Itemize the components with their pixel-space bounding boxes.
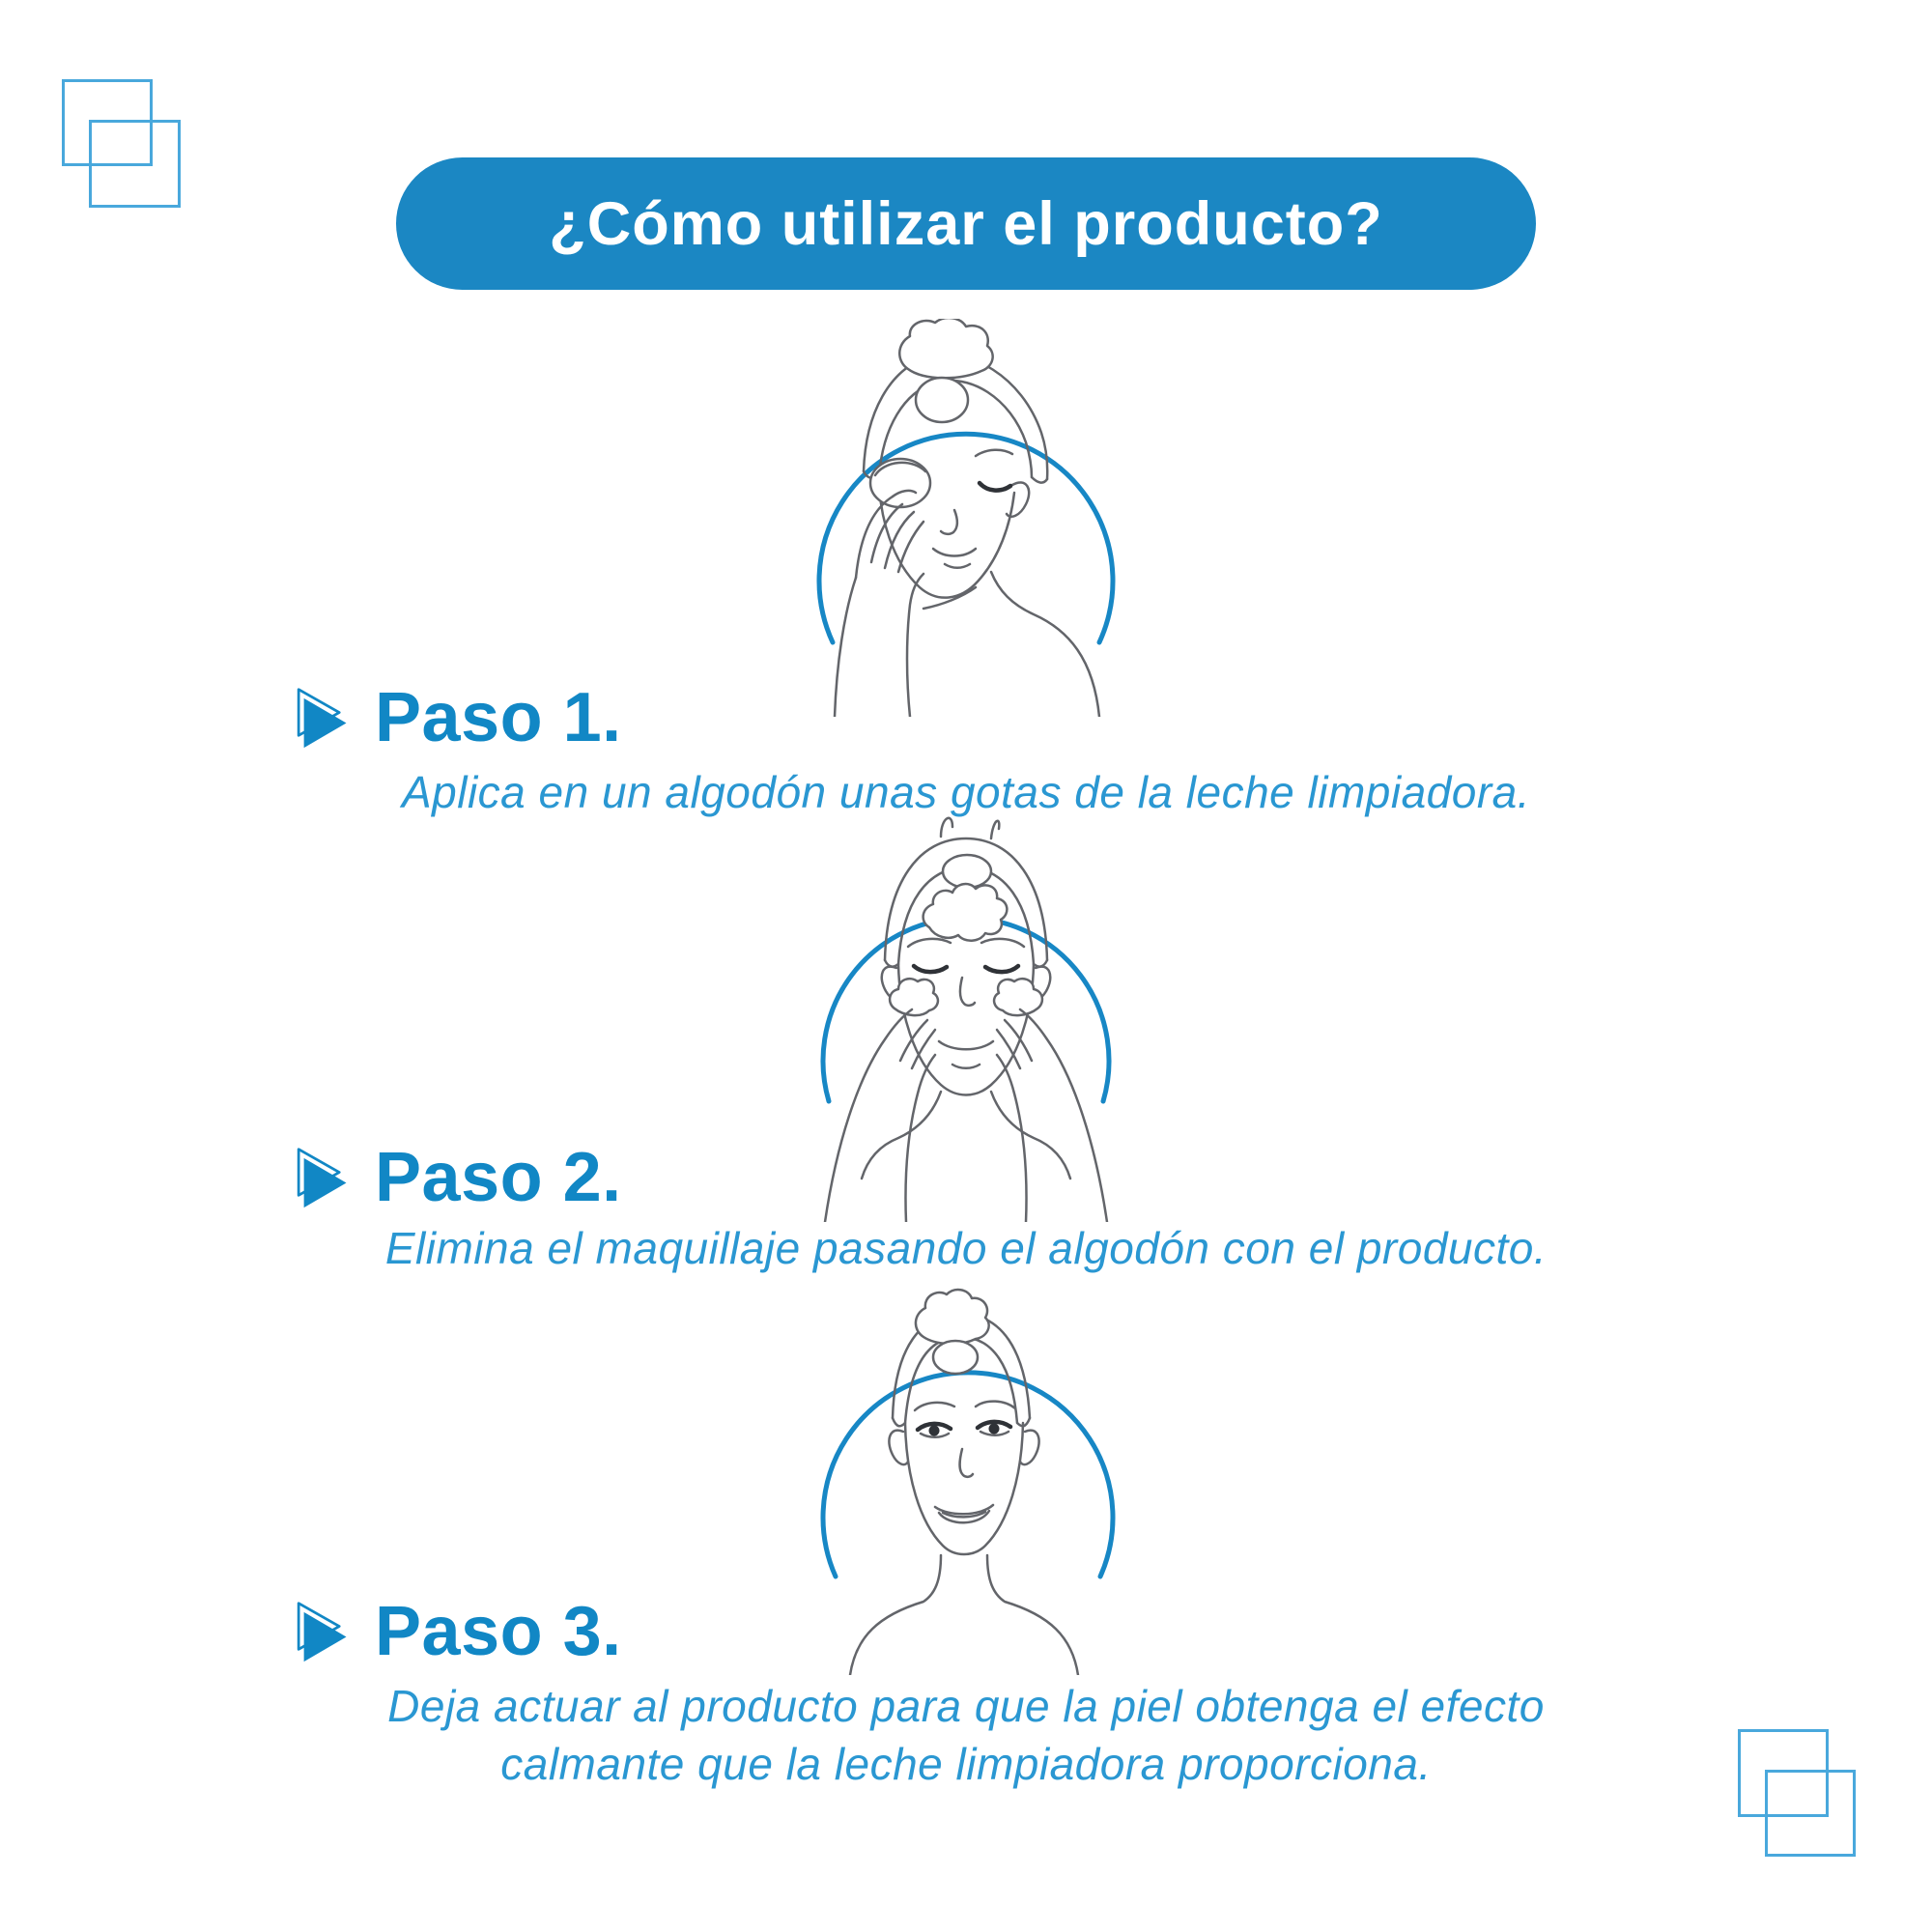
- step3-circle-arc: [823, 1373, 1113, 1577]
- step2-heading: [290, 1139, 622, 1216]
- step1-line-art: [835, 319, 1099, 717]
- step2-description-line: Elimina el maquillaje pasando el algodón con el producto.: [384, 1223, 1548, 1273]
- step3-illustration-woman-smiling: [763, 1287, 1169, 1675]
- step1-description: [0, 763, 1932, 821]
- step3-description-line2: calmante que la leche limpiadora proporciona.: [500, 1739, 1432, 1789]
- step2-illustration-woman-cleansing-face: [763, 811, 1169, 1222]
- title-banner: [396, 157, 1536, 290]
- step-arrow-icon: [290, 1146, 352, 1209]
- step1-illustration-woman-applying-cotton-pad: [763, 319, 1169, 717]
- step3-heading: [290, 1593, 622, 1670]
- step1-label: Paso 1.: [375, 679, 622, 756]
- step3-description-line1: Deja actuar al producto para que la piel obtenga el efecto: [387, 1681, 1545, 1731]
- step3-line-art: [850, 1290, 1078, 1675]
- step2-description: [0, 1219, 1932, 1277]
- step1-description-line: Aplica en un algodón unas gotas de la leche limpiadora.: [401, 767, 1531, 817]
- step3-label: Paso 3.: [375, 1593, 622, 1670]
- step2-label: Paso 2.: [375, 1139, 622, 1216]
- page-title: ¿Cómo utilizar el producto?: [549, 189, 1383, 258]
- step3-description: [0, 1677, 1932, 1793]
- step2-line-art: [825, 818, 1107, 1222]
- step1-heading: [290, 679, 622, 756]
- step-arrow-icon: [290, 686, 352, 750]
- step-arrow-icon: [290, 1600, 352, 1663]
- decoration-square-top-left-2: [89, 120, 181, 208]
